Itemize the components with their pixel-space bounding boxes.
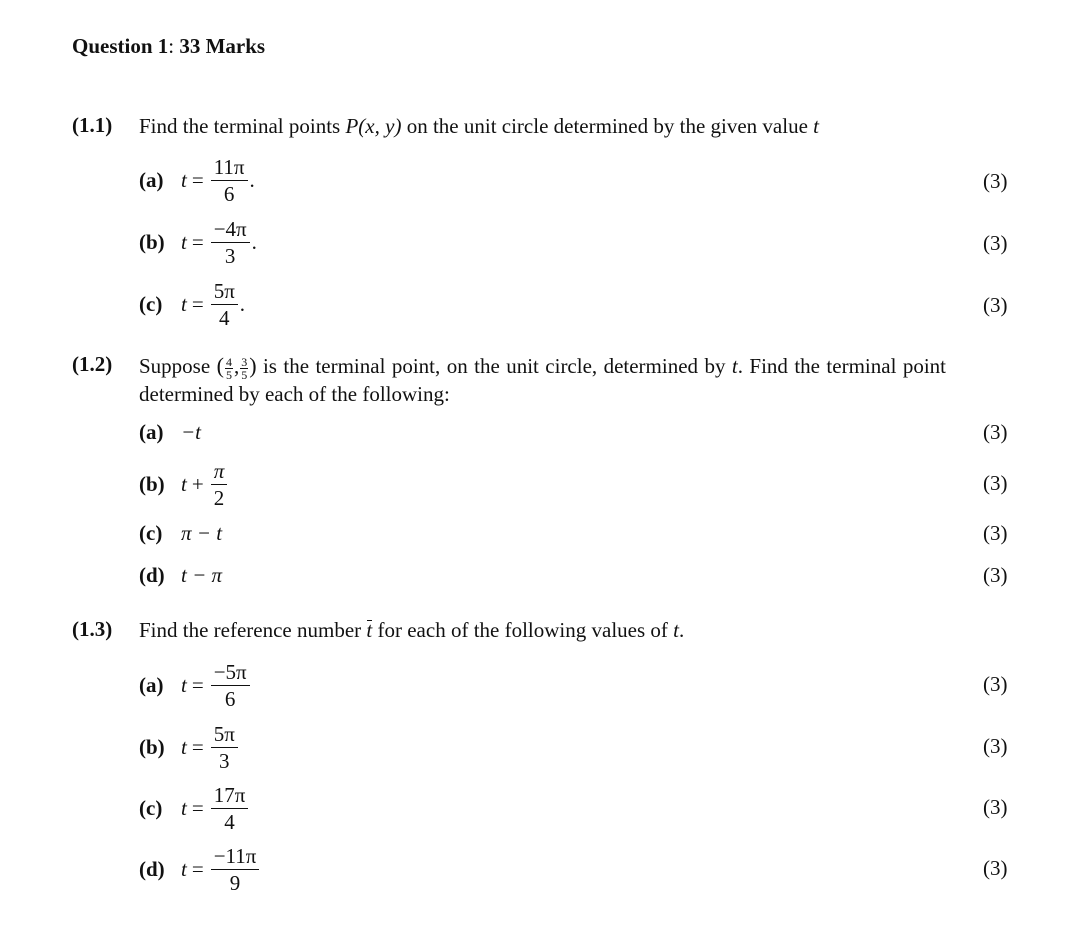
math-term: P(x, y) [345,114,402,138]
fraction-numerator: −5π [211,660,250,686]
sub-question-label: (b) [139,734,165,759]
fraction-numerator: 5π [211,279,238,305]
sub-question-label: (d) [139,856,165,881]
math-var: t [181,291,187,316]
fraction-denominator: 5 [225,367,232,382]
question-marks: 33 Marks [179,34,266,58]
sub-question-label: (c) [139,291,163,316]
sub-question [139,782,250,834]
section-number: (1.3) [72,617,113,641]
question-title [72,34,265,59]
section-number: (1.1) [72,113,113,137]
title-colon: : [168,34,175,58]
prompt-text: Suppose [139,354,217,378]
fraction-numerator: π [211,459,228,485]
comma: , [233,354,240,378]
fraction-denominator: 3 [224,243,236,268]
fraction [211,844,260,895]
math-var: t [181,856,187,881]
math-expression [181,279,245,330]
marks-value: (3) [983,734,1008,758]
sub-question-label: (a) [139,167,164,192]
math-expression: t − π [181,562,223,587]
math-op: = [191,229,204,254]
prompt-text: Find the terminal points [139,114,346,138]
sub-question-label: (c) [139,795,163,820]
math-op: = [191,856,204,881]
math-var: t [181,672,187,697]
marks-value: (3) [983,672,1008,696]
fraction-denominator: 4 [224,809,235,834]
fraction [211,722,238,773]
period: . [251,229,257,254]
paren-open: ( [216,353,224,378]
math-op: = [191,734,204,759]
sub-question [139,154,255,206]
section-prompt [139,617,684,644]
sub-question [139,216,257,268]
question-number: Question 1 [72,34,169,58]
sub-question-label: (a) [139,419,164,444]
fraction-denominator: 6 [223,181,235,206]
fraction-denominator: 9 [229,870,241,895]
math-expression [181,459,229,510]
fraction-denominator: 5 [241,367,248,382]
math-expression [181,844,261,895]
sub-question [139,560,222,590]
fraction [211,279,238,330]
math-op: = [191,795,204,820]
fraction-numerator: 11π [211,155,248,181]
math-expression [181,722,240,773]
fraction-numerator: 17π [211,783,249,809]
math-term: t [813,114,819,138]
math-expression [181,660,252,711]
prompt-text: . [679,618,685,642]
fraction-numerator: −11π [211,844,260,870]
fraction [240,356,248,381]
math-op: = [191,167,204,192]
math-var: t [181,734,187,759]
math-op: = [191,672,204,697]
fraction-denominator: 6 [224,686,236,711]
sub-question-label: (a) [139,672,164,697]
math-var: t [181,471,187,496]
marks-value: (3) [983,169,1008,193]
marks-value: (3) [983,795,1008,819]
prompt-text: for each of the following values of [372,618,674,642]
sub-question [139,278,246,330]
marks-value: (3) [983,293,1008,317]
prompt-text: on the unit circle determined by the given value [401,114,814,138]
fraction-denominator: 4 [218,305,230,330]
math-var: t [181,229,187,254]
fraction-numerator: 3 [241,354,248,369]
marks-value: (3) [983,231,1008,255]
prompt-text: is the terminal point, on the unit circle, determined by [256,354,732,378]
t-bar-symbol: t [366,618,373,642]
sub-question [139,458,229,510]
fraction-numerator: 5π [211,722,238,748]
period: . [249,167,255,192]
fraction [211,459,228,510]
marks-value: (3) [983,521,1008,545]
sub-question-label: (b) [139,471,165,496]
math-expression [181,155,255,206]
sub-question-label: (d) [139,562,165,587]
sub-question [139,843,261,895]
math-var: t [181,795,187,820]
prompt-text: Find the reference number [139,618,367,642]
math-expression: π − t [181,520,223,545]
fraction-numerator: 4 [225,354,232,369]
fraction [211,217,250,268]
math-expression: −t [181,419,202,444]
sub-question [139,417,201,447]
section-prompt [139,113,819,140]
sub-question-label: (c) [139,520,163,545]
period: . [239,291,246,316]
section-number: (1.2) [72,352,113,376]
sub-question [139,659,252,711]
section-prompt [139,352,946,408]
fraction [211,155,248,206]
prompt-text: . Find the terminal point determined by each of the following: [139,354,946,406]
sub-question [139,518,222,548]
math-expression [181,783,250,834]
sub-question [139,721,240,773]
math-term: t [673,618,679,642]
sub-question-label: (b) [139,229,165,254]
math-op: + [191,471,204,496]
fraction-numerator: −4π [211,217,250,243]
fraction [211,783,249,834]
fraction-denominator: 2 [213,485,225,510]
fraction-denominator: 3 [218,748,230,773]
fraction [225,356,233,381]
math-term: t [731,354,738,378]
math-expression [181,217,257,268]
marks-value: (3) [983,856,1008,880]
paren-close: ) [249,353,257,378]
marks-value: (3) [983,563,1008,587]
math-var: t [181,167,187,192]
marks-value: (3) [983,471,1008,495]
marks-value: (3) [983,420,1008,444]
fraction [211,660,250,711]
math-op: = [191,291,204,316]
